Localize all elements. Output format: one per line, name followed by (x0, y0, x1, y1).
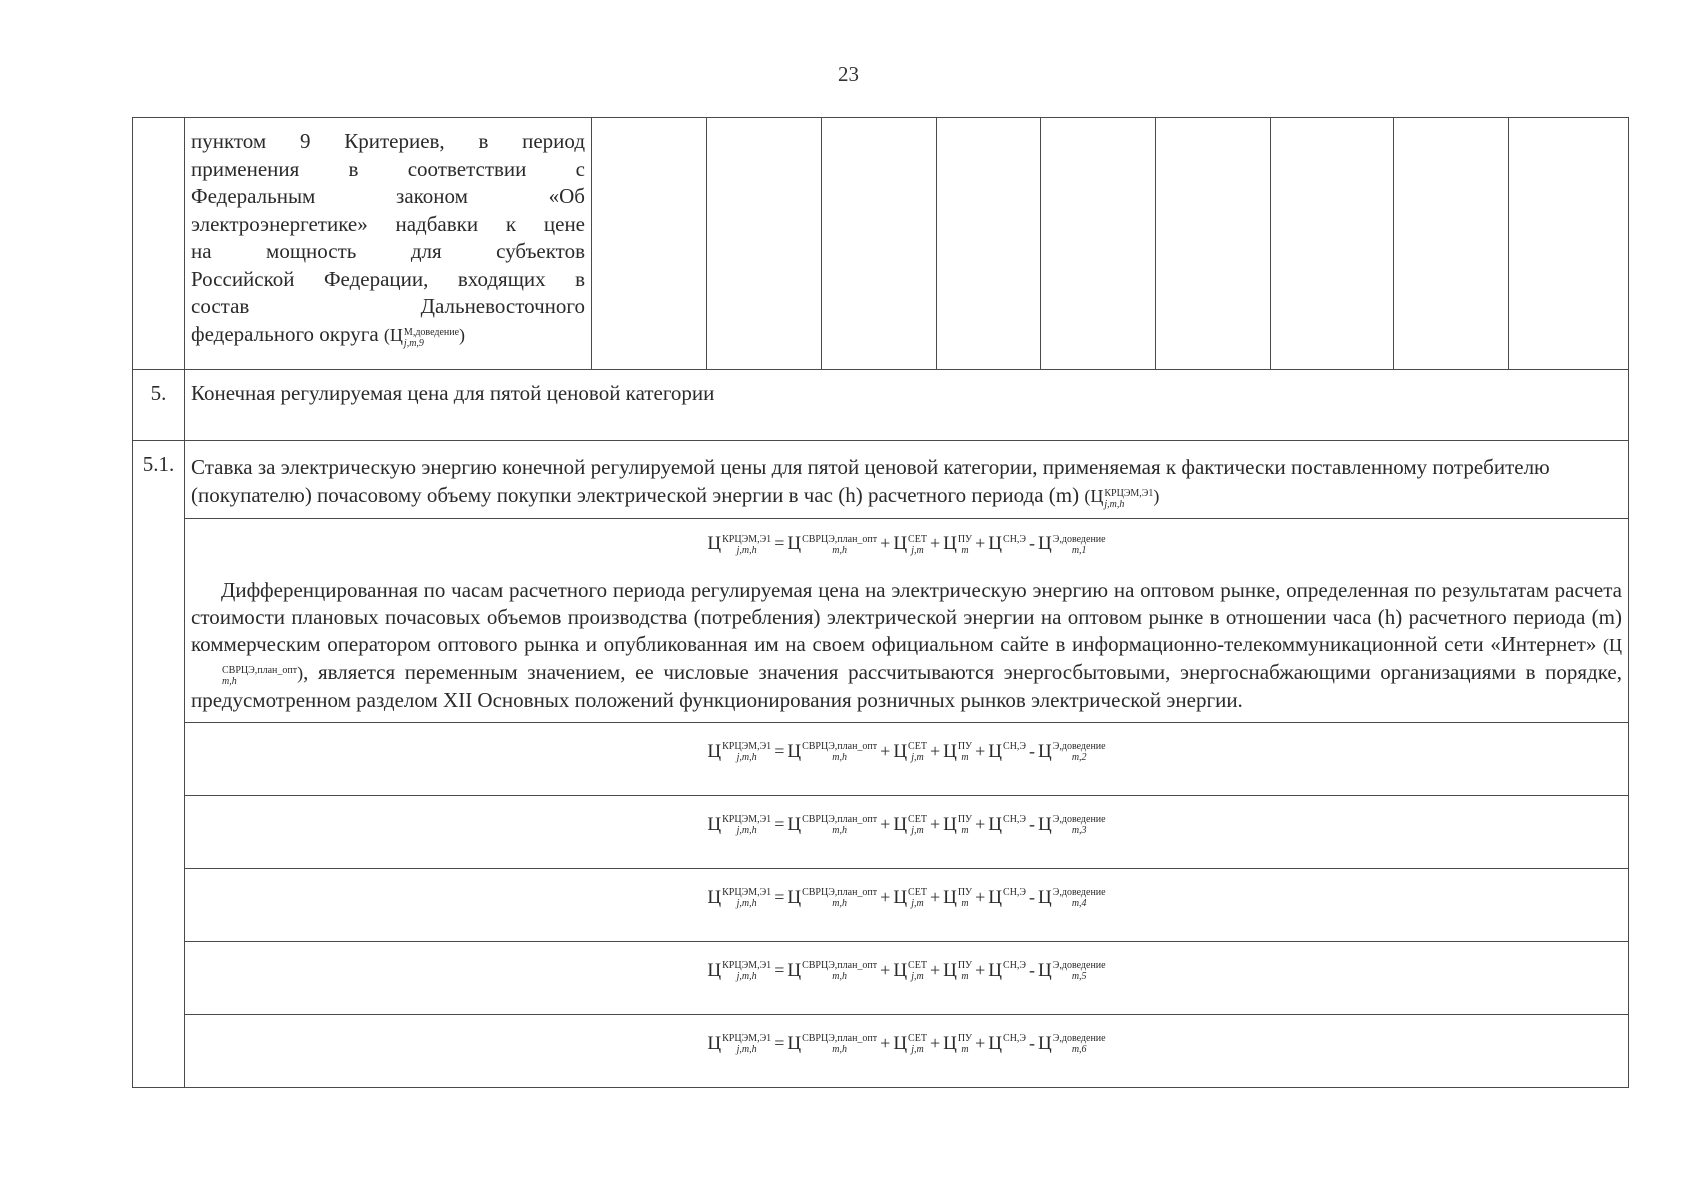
equals-sign: = (774, 533, 785, 553)
paragraph: Дифференцированная по часам расчетного периода регулируемая цена на электрическую энергию на оптовом рынке, определенная по результатам расчета стоимости плановых почасовых объемов производства (потребления) электрической энергии на оптовом рынке в отношении часа (h) расчетного периода (m) коммерческим оператором оптового рынка и опубликованная им на своем официальном сайте в информационно-телекоммуникационной сети «Интернет» (Ц СВРЦЭ,план_опт m,h ), является переменным значением, ее числовые значения рассчитываются энергосбытовыми, энергоснабжающими организациями в порядке, предусмотренном разделом XII Основных положений функционирования розничных рынков электрической энергии. (191, 577, 1623, 712)
formula-term: Ц СВРЦЭ,план_опт m,h (787, 533, 878, 556)
section-5-1-row (133, 441, 1629, 519)
minus-sign: - (1029, 533, 1036, 553)
formula-lhs: Ц КРЦЭМ,Э1 j,m,h (707, 740, 772, 764)
continuation-line: применения в соответствии с (191, 156, 585, 181)
section-number: 5.1. (133, 441, 185, 1088)
plus-sign: + (975, 533, 986, 553)
tariff-table (132, 117, 1629, 1088)
section-title: Конечная регулируемая цена для пятой ценовой категории (185, 370, 1629, 441)
plus-sign: + (929, 886, 941, 907)
continuation-line: Российской Федерации, входящих в (191, 266, 585, 291)
continuation-number-cell (133, 118, 185, 370)
formula-term: Ц СЕТ j,m (893, 959, 927, 983)
page-number: 23 (838, 62, 859, 86)
formula-row (133, 868, 1629, 941)
plus-sign: + (880, 813, 891, 834)
empty-cell (822, 118, 937, 370)
equals-sign: = (774, 886, 785, 907)
minus-sign: - (1029, 1032, 1036, 1053)
formula (707, 960, 1105, 982)
formula-term: Ц СЕТ j,m (893, 886, 927, 910)
empty-cell (1156, 118, 1271, 370)
equals-sign: = (774, 740, 785, 761)
formula-term: Ц СВРЦЭ,план_опт m,h (787, 740, 878, 764)
equals-sign: = (774, 813, 785, 834)
formula (707, 887, 1105, 909)
price-symbol: (Ц М,доведение j,m,9 ) (383, 324, 466, 349)
plus-sign: + (880, 886, 891, 907)
formula-term: Ц Э,доведение m,1 (1038, 533, 1106, 556)
formula-term: Ц СН,Э (988, 740, 1027, 762)
formula-cell (185, 519, 1629, 723)
formula (707, 814, 1105, 836)
formula (707, 534, 1105, 556)
formula-lhs: Ц КРЦЭМ,Э1 j,m,h (707, 959, 772, 983)
formula-term: Ц ПУ m (943, 740, 973, 764)
formula-term: Ц СВРЦЭ,план_опт m,h (787, 959, 878, 983)
plus-sign: + (975, 1032, 986, 1053)
empty-cell (1394, 118, 1509, 370)
empty-cell (592, 118, 707, 370)
formula-term: Ц ПУ m (943, 813, 973, 837)
formula-row (133, 722, 1629, 795)
formula-term: Ц СВРЦЭ,план_опт m,h (787, 1032, 878, 1056)
formula-lhs: Ц КРЦЭМ,Э1 j,m,h (707, 813, 772, 837)
plus-sign: + (880, 959, 891, 980)
formula-term: Ц СН,Э (988, 886, 1027, 908)
price-symbol: (Ц КРЦЭМ,Э1 j,m,h ) (1084, 485, 1160, 510)
continuation-line: на мощность для субъектов (191, 239, 585, 263)
plus-sign: + (880, 533, 891, 553)
plus-sign: + (975, 740, 986, 761)
formula-lhs: Ц КРЦЭМ,Э1 j,m,h (707, 1032, 772, 1056)
section-5-row (133, 370, 1629, 441)
formula-term: Ц СН,Э (988, 813, 1027, 835)
formula-term: Ц Э,доведение m,2 (1038, 740, 1106, 764)
formula-term: Ц ПУ m (943, 1032, 973, 1056)
plus-sign: + (975, 886, 986, 907)
empty-cell (937, 118, 1041, 370)
formula-term: Ц Э,доведение m,3 (1038, 813, 1106, 837)
formula-term: Ц СВРЦЭ,план_опт m,h (787, 886, 878, 910)
formula-row (133, 519, 1629, 723)
formula-row (133, 795, 1629, 868)
formula-term: Ц СВРЦЭ,план_опт m,h (787, 813, 878, 837)
section-description: Ставка за электрическую энергию конечной регулируемой цены для пятой ценовой категории, применяемая к фактически поставленному потребителю (покупателю) почасовому объему покупки электрической энергии в час (h) расчетного периода (m) (Ц КРЦЭМ,Э1 j,m,h ) (185, 441, 1629, 519)
formula-term: Ц Э,доведение m,6 (1038, 1032, 1106, 1056)
formula-term: Ц ПУ m (943, 533, 973, 556)
plus-sign: + (975, 959, 986, 980)
continuation-line: Федеральным законом «Об (191, 184, 585, 208)
formula-lhs: Ц КРЦЭМ,Э1 j,m,h (707, 886, 772, 910)
formula-term: Ц Э,доведение m,5 (1038, 959, 1106, 983)
price-symbol: (Ц СВРЦЭ,план_опт m,h ) (222, 634, 1623, 687)
formula-term: Ц СЕТ j,m (893, 740, 927, 764)
continuation-row (133, 118, 1629, 370)
minus-sign: - (1029, 959, 1036, 980)
formula-row (133, 941, 1629, 1014)
empty-cell (1041, 118, 1156, 370)
minus-sign: - (1029, 886, 1036, 907)
formula-term: Ц СН,Э (988, 1032, 1027, 1054)
plus-sign: + (929, 533, 941, 553)
plus-sign: + (880, 740, 891, 761)
continuation-line: состав Дальневосточного (191, 294, 585, 318)
minus-sign: - (1029, 740, 1036, 761)
continuation-line: пунктом 9 Критериев, в период (191, 129, 585, 153)
formula-term: Ц СН,Э (988, 959, 1027, 981)
plus-sign: + (929, 1032, 941, 1053)
formula-row (133, 1014, 1629, 1087)
formula (707, 1033, 1105, 1055)
equals-sign: = (774, 1032, 785, 1053)
continuation-line: электроэнергетике» надбавки к цене (191, 211, 585, 236)
formula-term: Ц СЕТ j,m (893, 1032, 927, 1056)
equals-sign: = (774, 959, 785, 980)
plus-sign: + (880, 1032, 891, 1053)
minus-sign: - (1029, 813, 1036, 834)
plus-sign: + (975, 813, 986, 834)
plus-sign: + (929, 813, 941, 834)
formula-term: Ц ПУ m (943, 886, 973, 910)
continuation-line-last: федерального округа (Ц М,доведение j,m,9 ) (191, 321, 466, 349)
empty-cell (1509, 118, 1629, 370)
formula-term: Ц СЕТ j,m (893, 533, 927, 556)
formula-term: Ц СЕТ j,m (893, 813, 927, 837)
formula-term: Ц Э,доведение m,4 (1038, 886, 1106, 910)
formula-term: Ц СН,Э (988, 533, 1027, 554)
empty-cell (1271, 118, 1394, 370)
plus-sign: + (929, 740, 941, 761)
formula-lhs: Ц КРЦЭМ,Э1 j,m,h (707, 533, 772, 556)
formula (707, 741, 1105, 763)
formula-term: Ц ПУ m (943, 959, 973, 983)
continuation-text-cell (185, 118, 592, 370)
plus-sign: + (929, 959, 941, 980)
section-number: 5. (133, 370, 185, 441)
empty-cell (707, 118, 822, 370)
